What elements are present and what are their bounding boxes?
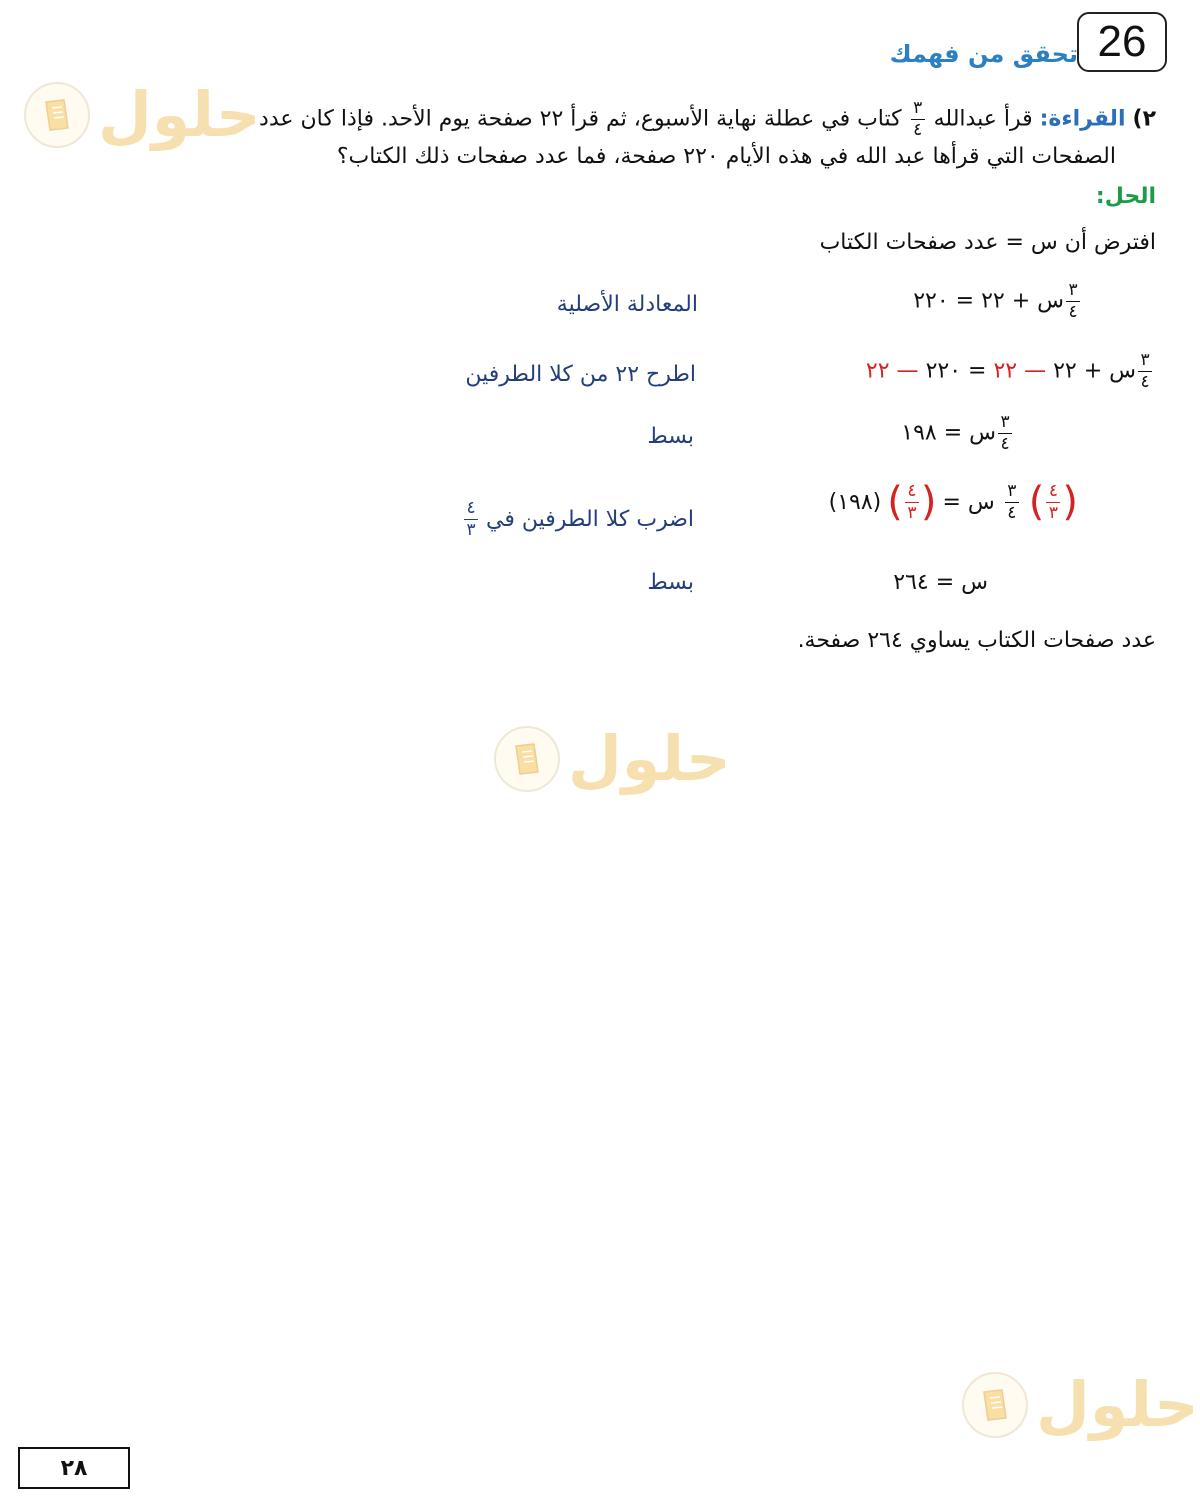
fraction-numerator: ٤ [466, 498, 476, 518]
fraction-three-quarters [911, 100, 925, 139]
footer-page-number: ٢٨ [18, 1447, 130, 1489]
fraction-four-thirds [905, 480, 919, 523]
equation-text: (١٩٨) [828, 489, 882, 515]
watermark-text: حلول [98, 78, 261, 151]
step-note-4 [462, 500, 694, 539]
watermark-logo [494, 722, 731, 795]
equation-step-1 [913, 282, 1082, 321]
fraction-numerator: ٣ [1007, 480, 1017, 501]
question-label: القراءة: [1039, 106, 1126, 132]
fraction-numerator: ٤ [1048, 480, 1058, 501]
fraction-three-quarters [1138, 352, 1152, 391]
fraction-numerator: ٣ [1068, 280, 1078, 300]
question-text-b: كتاب في عطلة نهاية الأسبوع، ثم قرأ ٢٢ صفحة يوم الأحد. فإذا كان عدد [259, 106, 902, 132]
step-note-1: المعادلة الأصلية [556, 292, 698, 317]
fraction-three-quarters [1066, 282, 1080, 321]
fraction-numerator: ٣ [1140, 350, 1150, 370]
multiplier-parens: ( $\frac{٤}{٣}$ ) [1028, 479, 1078, 525]
equation-text: س = ١٩٨ [901, 420, 996, 446]
step-note-text: اضرب كلا الطرفين في [486, 507, 694, 532]
fraction-denominator: ٤ [1068, 302, 1078, 322]
step-note-2: اطرح ٢٢ من كلا الطرفين [465, 362, 696, 387]
equation-step-3 [901, 414, 1014, 453]
fraction-three-quarters [998, 414, 1012, 453]
subtract-term: — ٢٢ [993, 358, 1047, 384]
fraction-denominator: ٤ [1140, 372, 1150, 392]
fraction-denominator: ٤ [1000, 434, 1010, 454]
section-title: تحقق من فهمك [889, 40, 1078, 68]
subtract-term: — ٢٢ [865, 358, 919, 384]
question-text-a: قرأ عبدالله [933, 106, 1033, 132]
fraction-denominator: ٤ [1007, 502, 1017, 523]
fraction-four-thirds [1046, 480, 1060, 523]
book-icon [494, 726, 560, 792]
equation-step-5: س = ٢٦٤ [893, 570, 988, 595]
fraction-denominator: ٣ [466, 520, 476, 540]
equation-step-2 [866, 352, 1154, 391]
watermark-logo [962, 1368, 1199, 1441]
equation-text: س = [942, 489, 995, 515]
equation-text: = ٢٢٠ [918, 358, 994, 384]
fraction-three-quarters [1005, 480, 1019, 523]
question-number: ٢) [1132, 106, 1156, 132]
question-line-2: الصفحات التي قرأها عبد الله في هذه الأيام ٢٢٠ صفحة، فما عدد صفحات ذلك الكتاب؟ [336, 144, 1116, 169]
equation-text: س + ٢٢ [1046, 358, 1136, 384]
watermark-text: حلول [1036, 1368, 1199, 1441]
watermark-logo [24, 78, 261, 151]
book-icon [24, 82, 90, 148]
watermark-text: حلول [568, 722, 731, 795]
step-note-5: بسط [647, 570, 694, 595]
page-number-badge: 26 [1077, 12, 1167, 72]
fraction-numerator: ٤ [907, 480, 917, 501]
fraction-numerator: ٣ [1000, 412, 1010, 432]
equation-text: س + ٢٢ = ٢٢٠ [913, 288, 1064, 314]
solution-label: الحل: [1095, 184, 1156, 209]
final-answer: عدد صفحات الكتاب يساوي ٢٦٤ صفحة. [797, 628, 1156, 653]
fraction-numerator: ٣ [913, 98, 923, 118]
fraction-four-thirds [464, 500, 478, 539]
assume-statement: افترض أن س = عدد صفحات الكتاب [819, 230, 1156, 255]
fraction-denominator: ٣ [1048, 502, 1058, 523]
equation-step-4 [828, 479, 1078, 525]
question-line-1 [259, 100, 1156, 139]
book-icon [962, 1372, 1028, 1438]
fraction-denominator: ٤ [913, 120, 923, 140]
step-note-3: بسط [647, 424, 694, 449]
multiplier-parens: ( $\frac{٤}{٣}$ ) [887, 479, 937, 525]
fraction-denominator: ٣ [907, 502, 917, 523]
